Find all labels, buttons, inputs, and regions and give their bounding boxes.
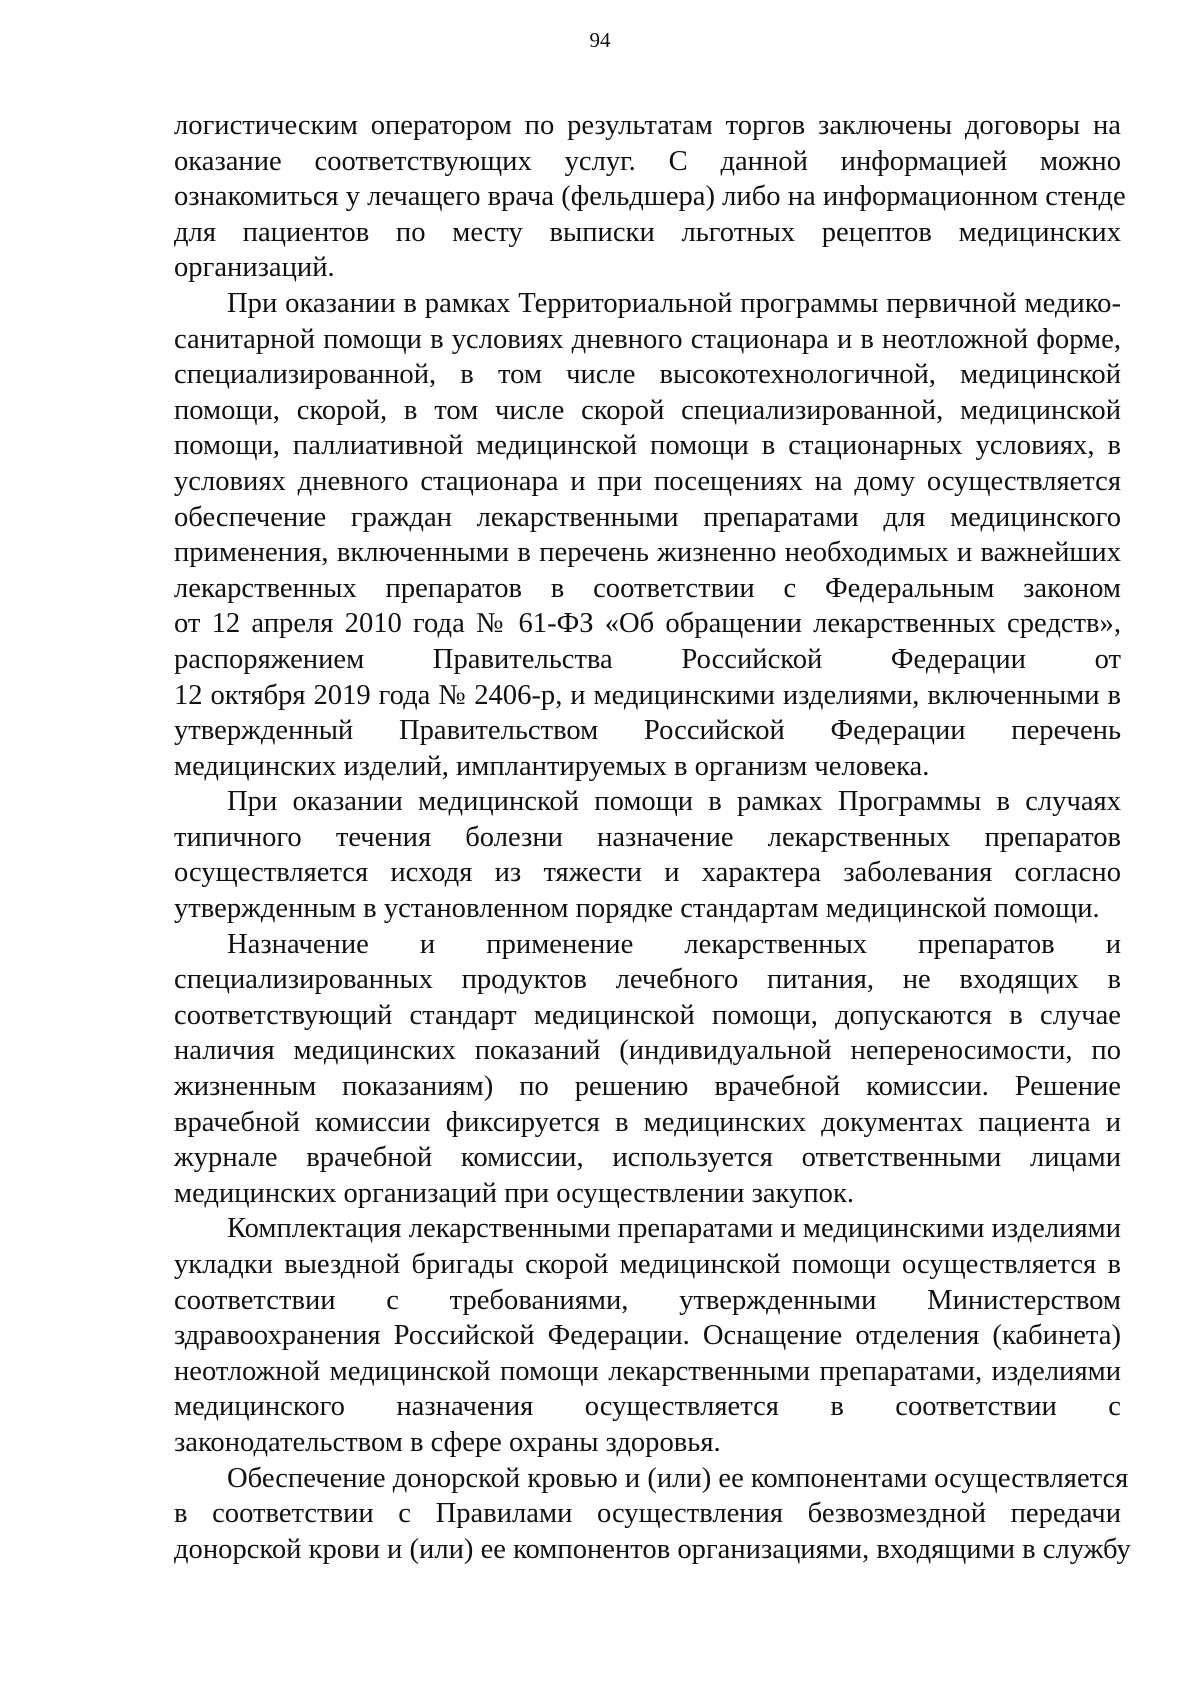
paragraph-line: применения, включенными в перечень жизненно необходимых и важнейших — [174, 537, 1121, 569]
page-number: 94 — [589, 28, 611, 52]
paragraph-line: жизненным показаниям) по решению врачебной комиссии. Решение — [174, 1071, 1121, 1103]
paragraph-line: специализированных продуктов лечебного питания, не входящих в — [174, 964, 1121, 996]
paragraph-line: осуществляется исходя из тяжести и характера заболевания согласно — [174, 857, 1121, 889]
paragraph — [174, 927, 1121, 1212]
paragraph-line: донорской крови и (или) ее компонентов организациями, входящими в службу — [174, 1533, 1131, 1565]
paragraph-line: законодательством в сфере охраны здоровья. — [174, 1426, 721, 1458]
document-body — [174, 108, 1131, 1567]
paragraph-line: помощи, скорой, в том числе скорой специализированной, медицинской — [174, 394, 1121, 426]
paragraph-line: специализированной, в том числе высокотехнологичной, медицинской — [174, 359, 1121, 391]
paragraph-line: медицинских организаций при осуществлении закупок. — [174, 1177, 854, 1209]
paragraph — [174, 108, 1126, 286]
paragraph-line: обеспечение граждан лекарственными препаратами для медицинского — [174, 501, 1121, 533]
paragraph-line: типичного течения болезни назначение лекарственных препаратов — [174, 821, 1121, 853]
paragraph-line: неотложной медицинской помощи лекарственными препаратами, изделиями — [174, 1355, 1121, 1387]
paragraph-line: наличия медицинских показаний (индивидуальной непереносимости, по — [174, 1035, 1121, 1067]
paragraph-line: утвержденным в установленном порядке стандартам медицинской помощи. — [174, 893, 1100, 925]
paragraph-line: условиях дневного стационара и при посещениях на дому осуществляется — [174, 465, 1121, 497]
paragraph — [174, 1211, 1121, 1460]
paragraph-line: от 12 апреля 2010 года № 61-ФЗ «Об обращении лекарственных средств», — [174, 608, 1121, 640]
paragraph-line: журнале врачебной комиссии, используется ответственными лицами — [174, 1142, 1121, 1174]
paragraph-line: санитарной помощи в условиях дневного стационара и в неотложной форме, — [174, 323, 1121, 355]
paragraph-line: Комплектация лекарственными препаратами и медицинскими изделиями — [227, 1213, 1121, 1245]
paragraph-line: утвержденный Правительством Российской Федерации перечень — [174, 715, 1121, 747]
paragraph-line: 12 октября 2019 года № 2406-р, и медицинскими изделиями, включенными в — [174, 679, 1121, 711]
paragraph-line: укладки выездной бригады скорой медицинской помощи осуществляется в — [174, 1249, 1121, 1280]
paragraph-line: Назначение и применение лекарственных препаратов и — [227, 928, 1121, 960]
paragraph-line: соответствующий стандарт медицинской помощи, допускаются в случае — [174, 999, 1121, 1031]
paragraph-line: в соответствии с Правилами осуществления безвозмездной передачи — [174, 1498, 1121, 1530]
paragraph-line: лекарственных препаратов в соответствии с Федеральным законом — [174, 572, 1121, 604]
paragraph-line: здравоохранения Российской Федерации. Оснащение отделения (кабинета) — [174, 1320, 1121, 1352]
paragraph-line: логистическим оператором по результатам торгов заключены договоры на — [174, 110, 1121, 141]
paragraph-line: медицинского назначения осуществляется в соответствии с — [174, 1391, 1121, 1423]
paragraph-line: врачебной комиссии фиксируется в медицинских документах пациента и — [174, 1106, 1121, 1138]
paragraph-line: При оказании медицинской помощи в рамках Программы в случаях — [227, 786, 1121, 818]
paragraph-line: распоряжением Правительства Российской Федерации от — [174, 643, 1121, 675]
paragraph-line: для пациентов по месту выписки льготных рецептов медицинских — [174, 216, 1121, 248]
paragraph — [174, 784, 1121, 926]
paragraph-line: оказание соответствующих услуг. С данной информацией можно — [174, 145, 1121, 177]
paragraph-line: При оказании в рамках Территориальной программы первичной медико- — [227, 287, 1121, 319]
paragraph-line: помощи, паллиативной медицинской помощи в стационарных условиях, в — [174, 430, 1121, 462]
paragraph-line: ознакомиться у лечащего врача (фельдшера) либо на информационном стенде — [174, 181, 1126, 213]
paragraph — [174, 286, 1121, 784]
paragraph-line: медицинских изделий, имплантируемых в организм человека. — [174, 750, 930, 782]
paragraph-line: организаций. — [174, 252, 335, 284]
paragraph-line: Обеспечение донорской кровью и (или) ее компонентами осуществляется — [227, 1462, 1129, 1494]
paragraph — [174, 1461, 1131, 1568]
paragraph-line: соответствии с требованиями, утвержденными Министерством — [174, 1284, 1121, 1316]
